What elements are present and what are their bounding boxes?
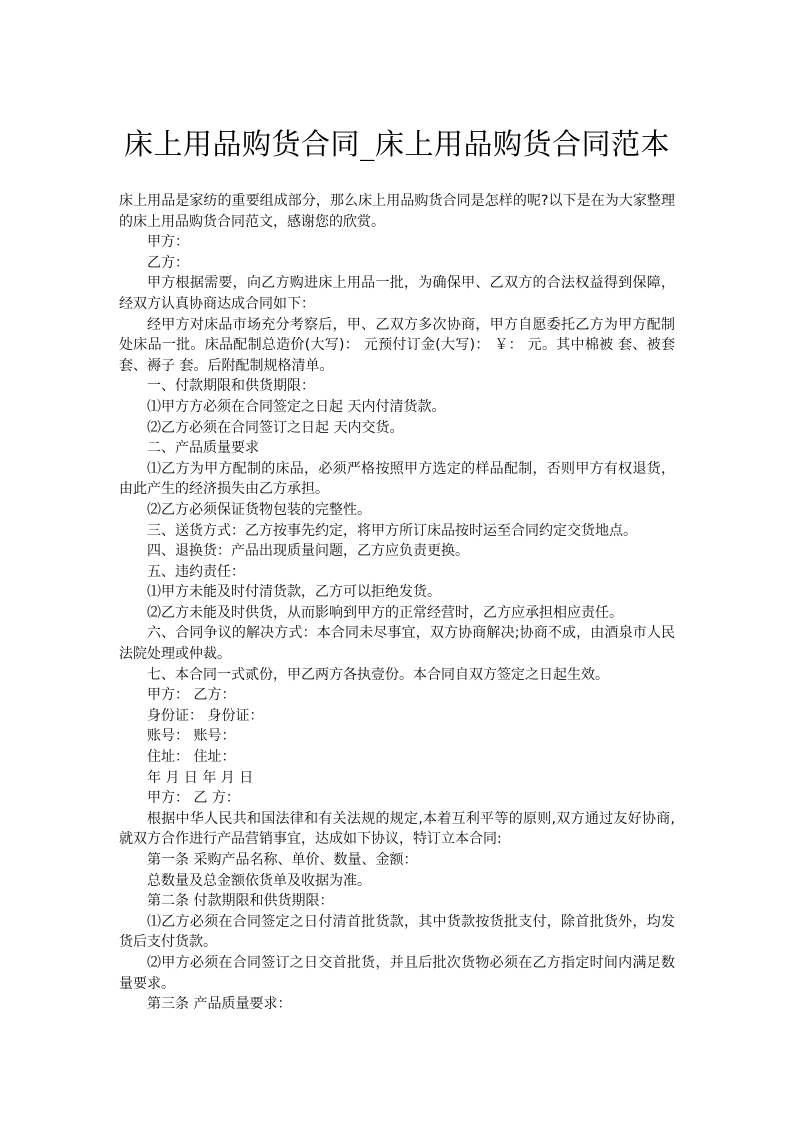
section-heading: 三、送货方式：乙方按事先约定，将甲方所订床品按时运至合同约定交货地点。 bbox=[147, 522, 637, 539]
signature-line: 身份证： 身份证： bbox=[147, 707, 264, 724]
clause-item: ⑵乙方必须保证货物包装的完整性。 bbox=[147, 501, 371, 518]
date-line: 年 月 日 年 月 日 bbox=[147, 769, 254, 786]
party-a-label: 甲方： bbox=[147, 234, 189, 251]
clause-item: ⑵乙方未能及时供货，从而影响到甲方的正常经营时，乙方应承担相应责任。 bbox=[147, 604, 623, 621]
party-b-label: 乙方： bbox=[147, 254, 189, 271]
clause-item: 总数量及总金额依货单及收据为准。 bbox=[147, 872, 371, 889]
section-heading: 一、付款期限和供货期限： bbox=[147, 378, 315, 395]
clause-item: ⑴甲方方必须在合同签定之日起 天内付清货款。 bbox=[147, 398, 446, 415]
intro-paragraph: 床上用品是家纺的重要组成部分，那么床上用品购货合同是怎样的呢?以下是在为大家整理的床上用品购货合同范文，感谢您的欣赏。 bbox=[119, 193, 675, 230]
party-line: 甲方： 乙 方： bbox=[147, 790, 240, 807]
signature-line: 账号： 账号： bbox=[147, 728, 236, 745]
article-heading: 第二条 付款期限和供货期限： bbox=[147, 893, 334, 910]
section-heading: 四、退换货：产品出现质量问题，乙方应负责更换。 bbox=[147, 543, 469, 560]
section-heading: 六、合同争议的解决方式：本合同未尽事宜，双方协商解决;协商不成，由酒泉市人民法院处理或仲裁。 bbox=[119, 625, 675, 663]
document-title: 床上用品购货合同_床上用品购货合同范本 bbox=[123, 127, 670, 161]
clause-item: ⑴乙方必须在合同签定之日付清首批货款，其中货款按货批支付，除首批货外，均发货后支付货款。 bbox=[119, 913, 675, 951]
document-body bbox=[119, 191, 675, 1015]
clause-item: ⑵甲方必须在合同签订之日交首批货，并且后批次货物必须在乙方指定时间内满足数量要求。 bbox=[119, 954, 675, 992]
clause-item: ⑴甲方未能及时付清货款，乙方可以拒绝发货。 bbox=[147, 584, 441, 601]
section-heading: 二、产品质量要求 bbox=[147, 440, 259, 457]
signature-line: 甲方： 乙方： bbox=[147, 687, 236, 704]
preamble-paragraph: 甲方根据需要，向乙方购进床上用品一批，为确保甲、乙双方的合法权益得到保障，经双方认真协商达成合同如下： bbox=[119, 275, 675, 312]
clause-item: ⑴乙方为甲方配制的床品，必须严格按照甲方选定的样品配制，否则甲方有权退货，由此产生的经济损失由乙方承担。 bbox=[119, 460, 675, 498]
article-heading: 第一条 采购产品名称、单价、数量、金额： bbox=[147, 852, 418, 868]
section-heading: 五、违约责任： bbox=[147, 563, 245, 580]
legal-basis-paragraph: 根据中华人民共和国法律和有关法规的规定,本着互利平等的原则,双方通过友好协商,就双方合作进行产品营销事宜，达成如下协议，特订立本合同: bbox=[119, 810, 675, 848]
price-paragraph: 经甲方对床品市场充分考察后，甲、乙双方多次协商，甲方自愿委托乙方为甲方配制处床品一批。床品配制总造价(大写)： 元预付订金(大写)： ￥： 元。其中棉被 套、被套套、褥子 套。后附配制规格清单。 bbox=[119, 316, 675, 374]
clause-item: ⑵乙方必须在合同签订之日起 天内交货。 bbox=[147, 419, 404, 436]
section-heading: 七、本合同一式贰份，甲乙两方各执壹份。本合同自双方签定之日起生效。 bbox=[147, 666, 609, 683]
article-heading: 第三条 产品质量要求： bbox=[147, 996, 292, 1013]
signature-line: 住址： 住址： bbox=[147, 749, 236, 766]
